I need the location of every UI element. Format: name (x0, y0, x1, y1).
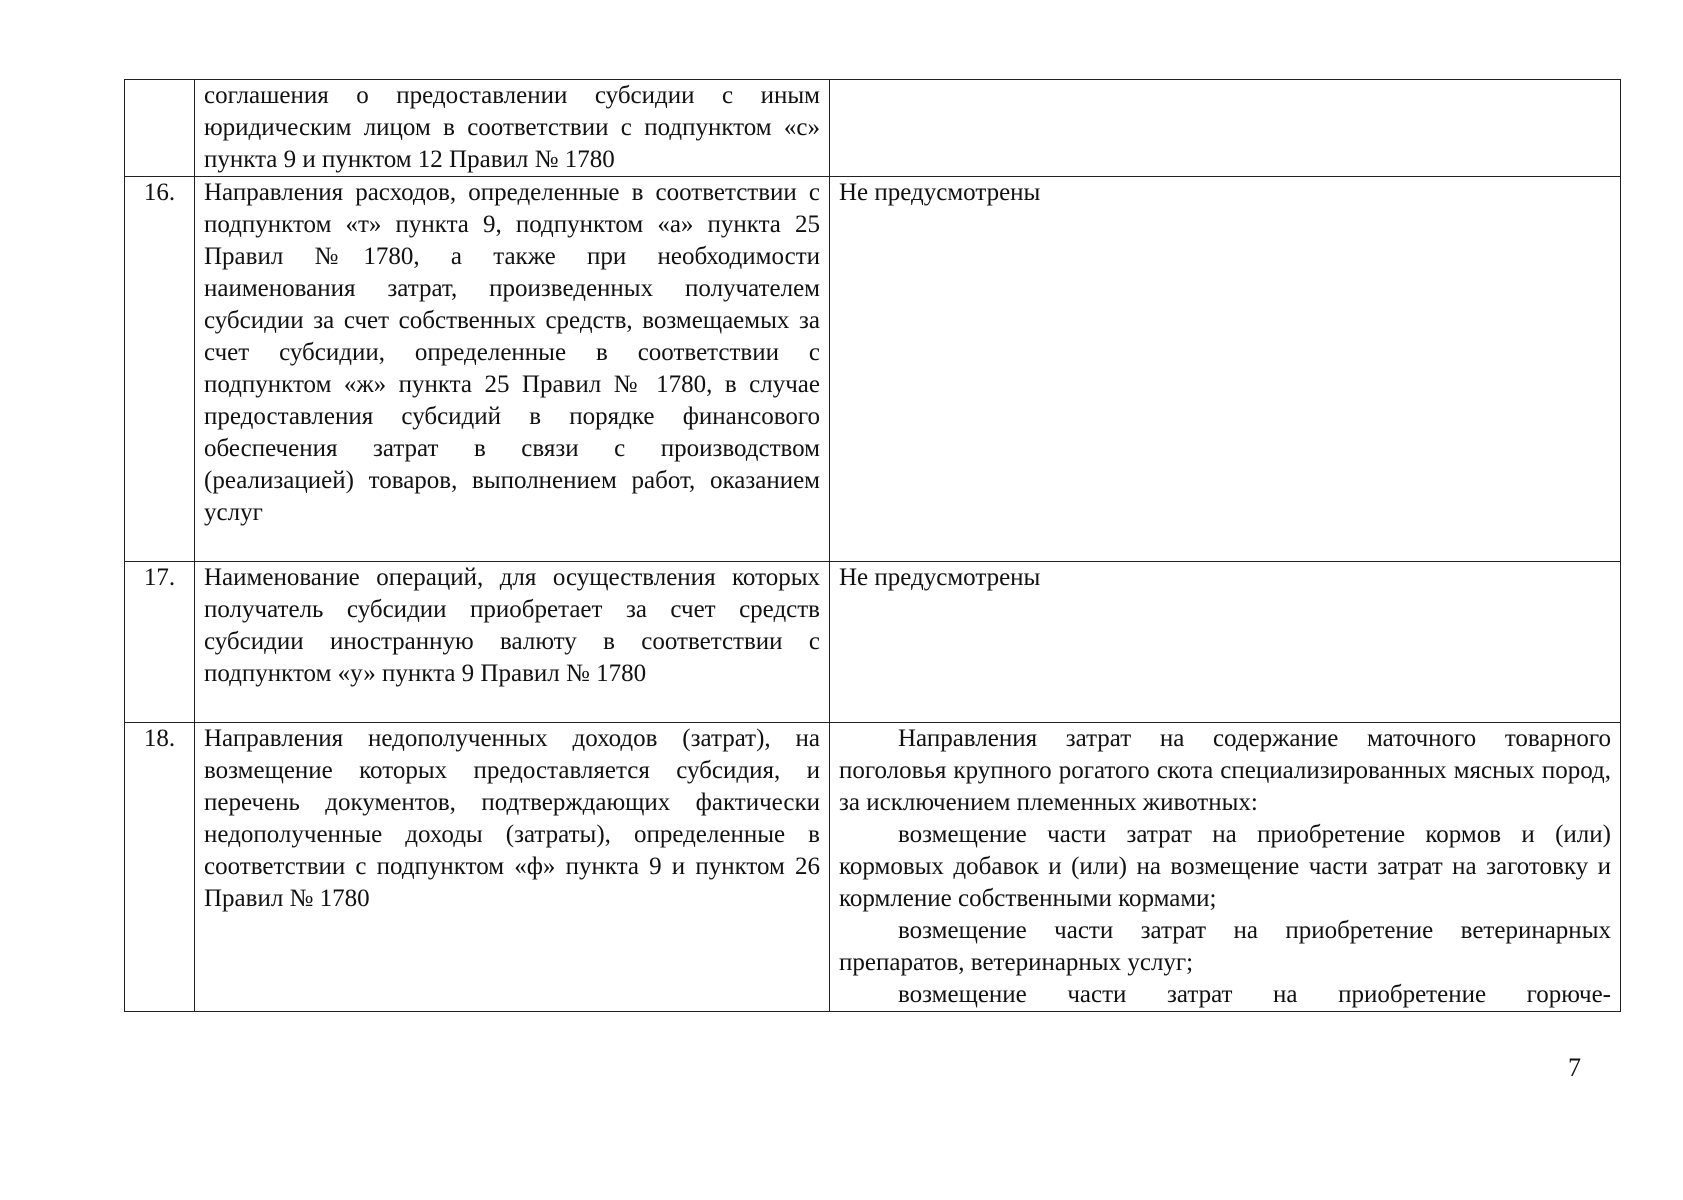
table-row (125, 562, 1621, 723)
expense-item-fuel: возмещение части затрат на приобретение горюче- (898, 981, 1611, 1008)
row-number: 18. (125, 723, 195, 1012)
row-number: 17. (125, 562, 195, 723)
row-description: Направления расходов, определенные в соответствии с подпунктом «т» пункта 9, подпунктом «а» пункта 25 Правил №1780, а также при необходимости наименования затрат, произведенных получателем субсидии за счет собственных средств, возмещаемых за счет субсидии, определенные в соответствии с подпунктом «ж» пункта 25 Правил № 1780, в случае предоставления субсидий в порядке финансового обеспечения затрат в связи с производством (реализацией) товаров, выполнением работ, оказанием услуг (195, 177, 830, 562)
table-row (125, 80, 1621, 177)
row-number (125, 80, 195, 177)
row-description: Направления недополученных доходов (затрат), на возмещение которых предоставляется субсидия, и перечень документов, подтверждающих фактически недополученные доходы (затраты), определенные в соответствии с подпунктом «ф» пункта 9 и пунктом 26 Правил № 1780 (195, 723, 830, 1012)
table-row (125, 723, 1621, 1012)
row-value: Не предусмотрены (830, 177, 1621, 562)
expense-item-feed: возмещение части затрат на приобретение кормов и (или) кормовых добавок и (или) на возмещение части затрат на заготовку и кормление собственными кормами; (839, 821, 1611, 912)
page-number: 7 (1568, 1053, 1581, 1082)
row-description: соглашения о предоставлении субсидии с иным юридическим лицом в соответствии с подпунктом «с» пункта 9 и пунктом 12 Правил № 1780 (195, 80, 830, 177)
expense-item-veterinary: возмещение части затрат на приобретение ветеринарных препаратов, ветеринарных услуг; (839, 917, 1611, 976)
subsidy-conditions-table (124, 79, 1621, 1012)
row-value: Не предусмотрены (830, 562, 1621, 723)
row-number: 16. (125, 177, 195, 562)
row-value (830, 80, 1621, 177)
row-value (830, 723, 1621, 1012)
expense-directions-intro: Направления затрат на содержание маточного товарного поголовья крупного рогатого скота специализированных мясных пород, за исключением племенных животных: (839, 725, 1611, 816)
row-description: Наименование операций, для осуществления которых получатель субсидии приобретает за счет средств субсидии иностранную валюту в соответствии с подпунктом «у» пункта 9 Правил № 1780 (195, 562, 830, 723)
table-row (125, 177, 1621, 562)
